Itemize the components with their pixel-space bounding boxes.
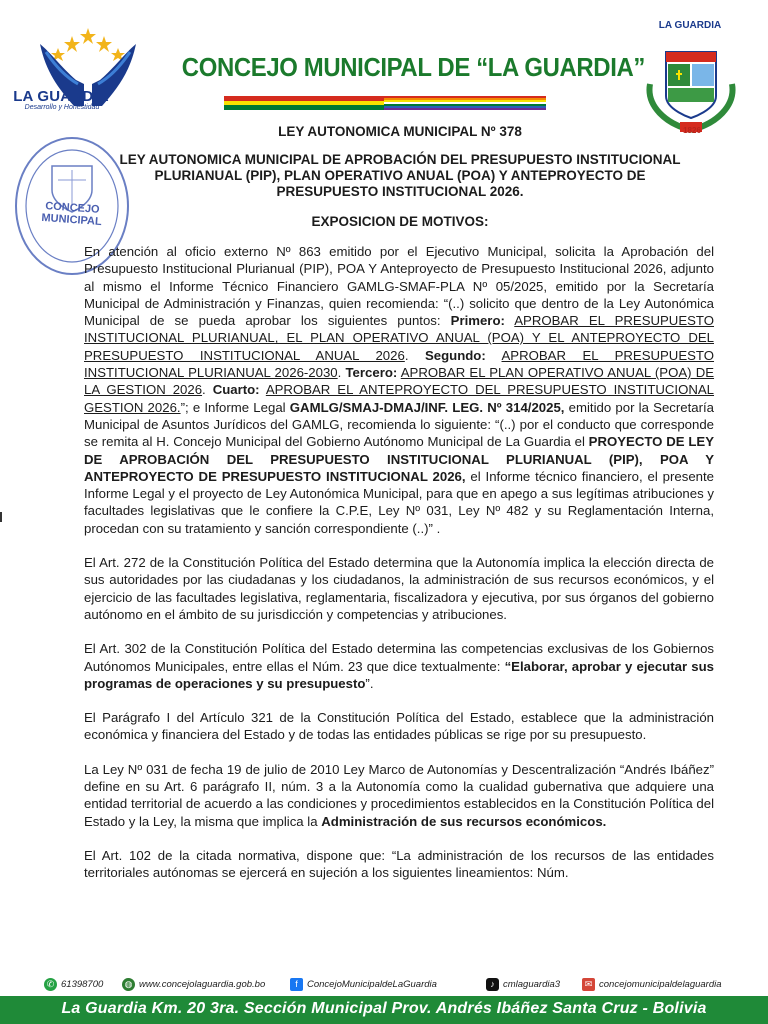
p1-text-4: el Informe técnico financiero, el presente Informe Legal y el proyecto de Ley Autonómica Municipal, para que en apego a sus legítimas atribuciones y facultades legislativas que le confiere la C.P.E, Ley Nº 031, Ley Nº 482 y su Reglamentación Interna, procedan con su tratamiento y sanción correspondiente (..)” .	[84, 468, 715, 536]
globe-icon: ◍	[122, 978, 135, 991]
p1-label-primero: Primero:	[450, 313, 505, 329]
email-text: concejomunicipaldelaguardia	[599, 979, 722, 990]
whatsapp-icon: ✆	[44, 978, 57, 991]
p3-text-2: ”.	[365, 675, 374, 691]
flag-bar	[224, 96, 546, 110]
footer-address: La Guardia Km. 20 3ra. Sección Municipal Prov. Andrés Ibáñez Santa Cruz - Bolivia	[61, 1000, 707, 1017]
p5-emphasis: Administración de sus recursos económicos.	[321, 813, 607, 829]
shield-year: 1826	[683, 126, 701, 135]
p1-point-tercero: APROBAR EL PLAN OPERATIVO ANUAL (POA) DE LA GESTION 2026	[84, 365, 715, 398]
footer-email[interactable]	[582, 978, 722, 991]
p1-bill-title: PROYECTO DE LEY DE APROBACIÓN DEL PRESUPUESTO INSTITUCIONAL PLURIANUAL (PIP), POA Y ANTEPROYECTO DE PRESUPUESTO INSTITUCIONAL 2026,	[84, 434, 714, 484]
paragraph-4: El Parágrafo I del Artículo 321 de la Constitución Política del Estado, establece que la administración económica y financiera del Estado y de todas las entidades públicas se rige por su presupuesto.	[84, 710, 714, 743]
p3-quote: “Elaborar, aprobar y ejecutar sus programas de operaciones y su presupuesto	[84, 658, 714, 691]
p1-label-tercero: Tercero:	[345, 365, 398, 381]
footer-website[interactable]	[122, 978, 265, 991]
p1-text-1: En atención al oficio externo Nº 863 emitido por el Ejecutivo Municipal, solicita la Aprobación del Presupuesto Institucional Plurianual (PIP), POA Y Anteproyecto de Presupuesto Institucional 2026, adjunto al mismo el Informe Técnico Financiero GAMLG-SMAF-PLA Nº 05/2025, emitido por la Secretaría Municipal de Administración y Finanzas, quien recomienda: “(..) solicito que dentro de la Ley Autonómica Municipal de se pueda aprobar los siguientes puntos:	[84, 244, 714, 329]
edge-mark	[0, 512, 2, 522]
shield-icon	[636, 18, 746, 138]
p1-label-segundo: Segundo:	[424, 347, 486, 363]
p1-text-2: ”; e Informe Legal	[180, 399, 290, 415]
municipal-shield	[636, 18, 746, 138]
paragraph-2: El Art. 272 de la Constitución Política del Estado determina que la Autonomía implica la elección directa de sus autoridades por las ciudadanas y los ciudadanos, la administración de sus recursos económicos, y el ejercicio de las facultades legislativa, reglamentaria, fiscalizadora y ejecutiva, por sus órganos del gobierno autónomo en el ámbito de su jurisdicción y competencias y atribuciones.	[84, 555, 714, 622]
council-logo	[28, 22, 148, 134]
left-logo-tagline: Desarrollo y Honestidad	[24, 104, 100, 111]
mail-icon: ✉	[582, 978, 595, 991]
footer-tiktok[interactable]	[486, 978, 560, 991]
p1-text-3: emitido por la Secretaría Municipal de Asuntos Jurídicos del GAMLG, recomienda lo siguiente: “(..) por el conducto que corresponde se remita al H. Concejo Municipal del Gobierno Autónomo Municipal de La Guardia el	[84, 399, 714, 450]
website-text: www.concejolaguardia.gob.bo	[139, 979, 266, 990]
p1-point-segundo: APROBAR EL PRESUPUESTO INSTITUCIONAL PLURIANUAL 2026-2030	[84, 347, 715, 381]
paragraph-3	[84, 640, 714, 692]
footer-facebook[interactable]	[290, 978, 437, 991]
tiktok-text: cmlaguardia3	[503, 979, 561, 990]
law-title: LEY AUTONOMICA MUNICIPAL DE APROBACIÓN DEL PRESUPUESTO INSTITUCIONAL PLURIANUAL (PIP), PLAN OPERATIVO ANUAL (POA) Y ANTEPROYECTO DE PRESUPUESTO INSTITUCIONAL 2026.	[119, 152, 681, 199]
p1-point-cuarto: APROBAR EL ANTEPROYECTO DEL PRESUPUESTO INSTITUCIONAL GESTION 2026.	[84, 382, 715, 415]
paragraph-1: En atención al oficio externo Nº 863 emitido por el Ejecutivo Municipal, solicita la Aprobación del Presupuesto Institucional Plurianual (PIP), POA Y Anteproyecto de Presupuesto Institucional 2026, adjunto al mismo el Informe Técnico Financiero GAMLG-SMAF-PLA Nº 05/2025, emitido por la Secretaría Municipal de Administración y Finanzas, quien recomienda: “(..) solicito que dentro de la Ley Autonómica Municipal de se pueda aprobar los siguientes puntos: Primero: APROBAR EL PRESUPUESTO INSTITUCIONAL PLURIANUAL, EL PLAN OPERATIVO ANUAL (POA) Y EL ANTEPROYECTO DEL PRESUPUESTO INSTITUCIONAL ANUAL 2026. Segundo: APROBAR EL PRESUPUESTO INSTITUCIONAL PLURIANUAL 2026-2030. Tercero: APROBAR EL PLAN OPERATIVO ANUAL (POA) DE LA GESTION 2026. Cuarto: APROBAR EL ANTEPROYECTO DEL PRESUPUESTO INSTITUCIONAL GESTION 2026.”; e Informe Legal GAMLG/SMAJ-DMAJ/INF. LEG. Nº 314/2025, emitido por la Secretaría Municipal de Asuntos Jurídicos del GAMLG, recomienda lo siguiente: “(..) por el conducto que corresponde se remita al H. Concejo Municipal del Gobierno Autónomo Municipal de La Guardia el PROYECTO DE LEY DE APROBACIÓN DEL PRESUPUESTO INSTITUCIONAL PLURIANUAL (PIP), POA Y ANTEPROYECTO DE PRESUPUESTO INSTITUCIONAL 2026, el Informe técnico financiero, el presente Informe Legal y el proyecto de Ley Autonómica Municipal, para que en apego a sus legítimas atribuciones y facultades legislativas que le confiere la C.P.E, Ley Nº 031, Ley Nº 482 y su Reglamentación Interna, procedan con su tratamiento y sanción correspondiente (..)” .	[84, 244, 715, 536]
stamp-text: CONCEJO MUNICIPAL	[41, 200, 103, 229]
facebook-text: ConcejoMunicipaldeLaGuardia	[307, 979, 437, 990]
p1-point-primero: APROBAR EL PRESUPUESTO INSTITUCIONAL PLURIANUAL, EL PLAN OPERATIVO ANUAL (POA) Y EL ANTEPROYECTO DEL PRESUPUESTO INSTITUCIONAL ANUAL 2026	[84, 313, 714, 363]
p5-text-1: La Ley Nº 031 de fecha 19 de julio de 2010 Ley Marco de Autonomías y Descentralización “Andrés Ibáñez” define en su Art. 6 parágrafo II, núm. 3 a la Autonomía como la cualidad gubernativa que adquiere una entidad territorial de acuerdo a las condiciones y procedimientos establecidos en la Constitución Política del Estado y la Ley, la misma que implica la	[84, 761, 714, 829]
tiktok-icon: ♪	[486, 978, 499, 991]
left-logo-name: LA GUARDIA	[13, 88, 109, 105]
paragraph-5	[84, 761, 714, 830]
document-body	[84, 243, 714, 899]
p1-label-cuarto: Cuarto:	[212, 382, 260, 398]
p3-text-1: El Art. 302 de la Constitución Política del Estado determina las competencias exclusivas de los Gobiernos Autónomos Municipales, entre ellas el Núm. 23 que dice textualmente:	[84, 641, 714, 674]
phone-text: 61398700	[61, 979, 104, 990]
facebook-icon: f	[290, 978, 303, 991]
law-number: LEY AUTONOMICA MUNICIPAL Nº 378	[278, 124, 522, 139]
footer-phone	[44, 978, 103, 991]
council-title: CONCEJO MUNICIPAL DE “LA GUARDIA”	[181, 52, 645, 82]
shield-name: LA GUARDIA	[658, 20, 722, 31]
p1-legal-report: GAMLG/SMAJ-DMAJ/INF. LEG. Nº 314/2025,	[289, 399, 565, 415]
paragraph-6: El Art. 102 de la citada normativa, dispone que: “La administración de los recursos de las entidades territoriales autónomas se ejercerá en sujeción a los siguientes lineamientos: Núm.	[84, 847, 714, 881]
section-heading: EXPOSICION DE MOTIVOS:	[311, 214, 489, 229]
